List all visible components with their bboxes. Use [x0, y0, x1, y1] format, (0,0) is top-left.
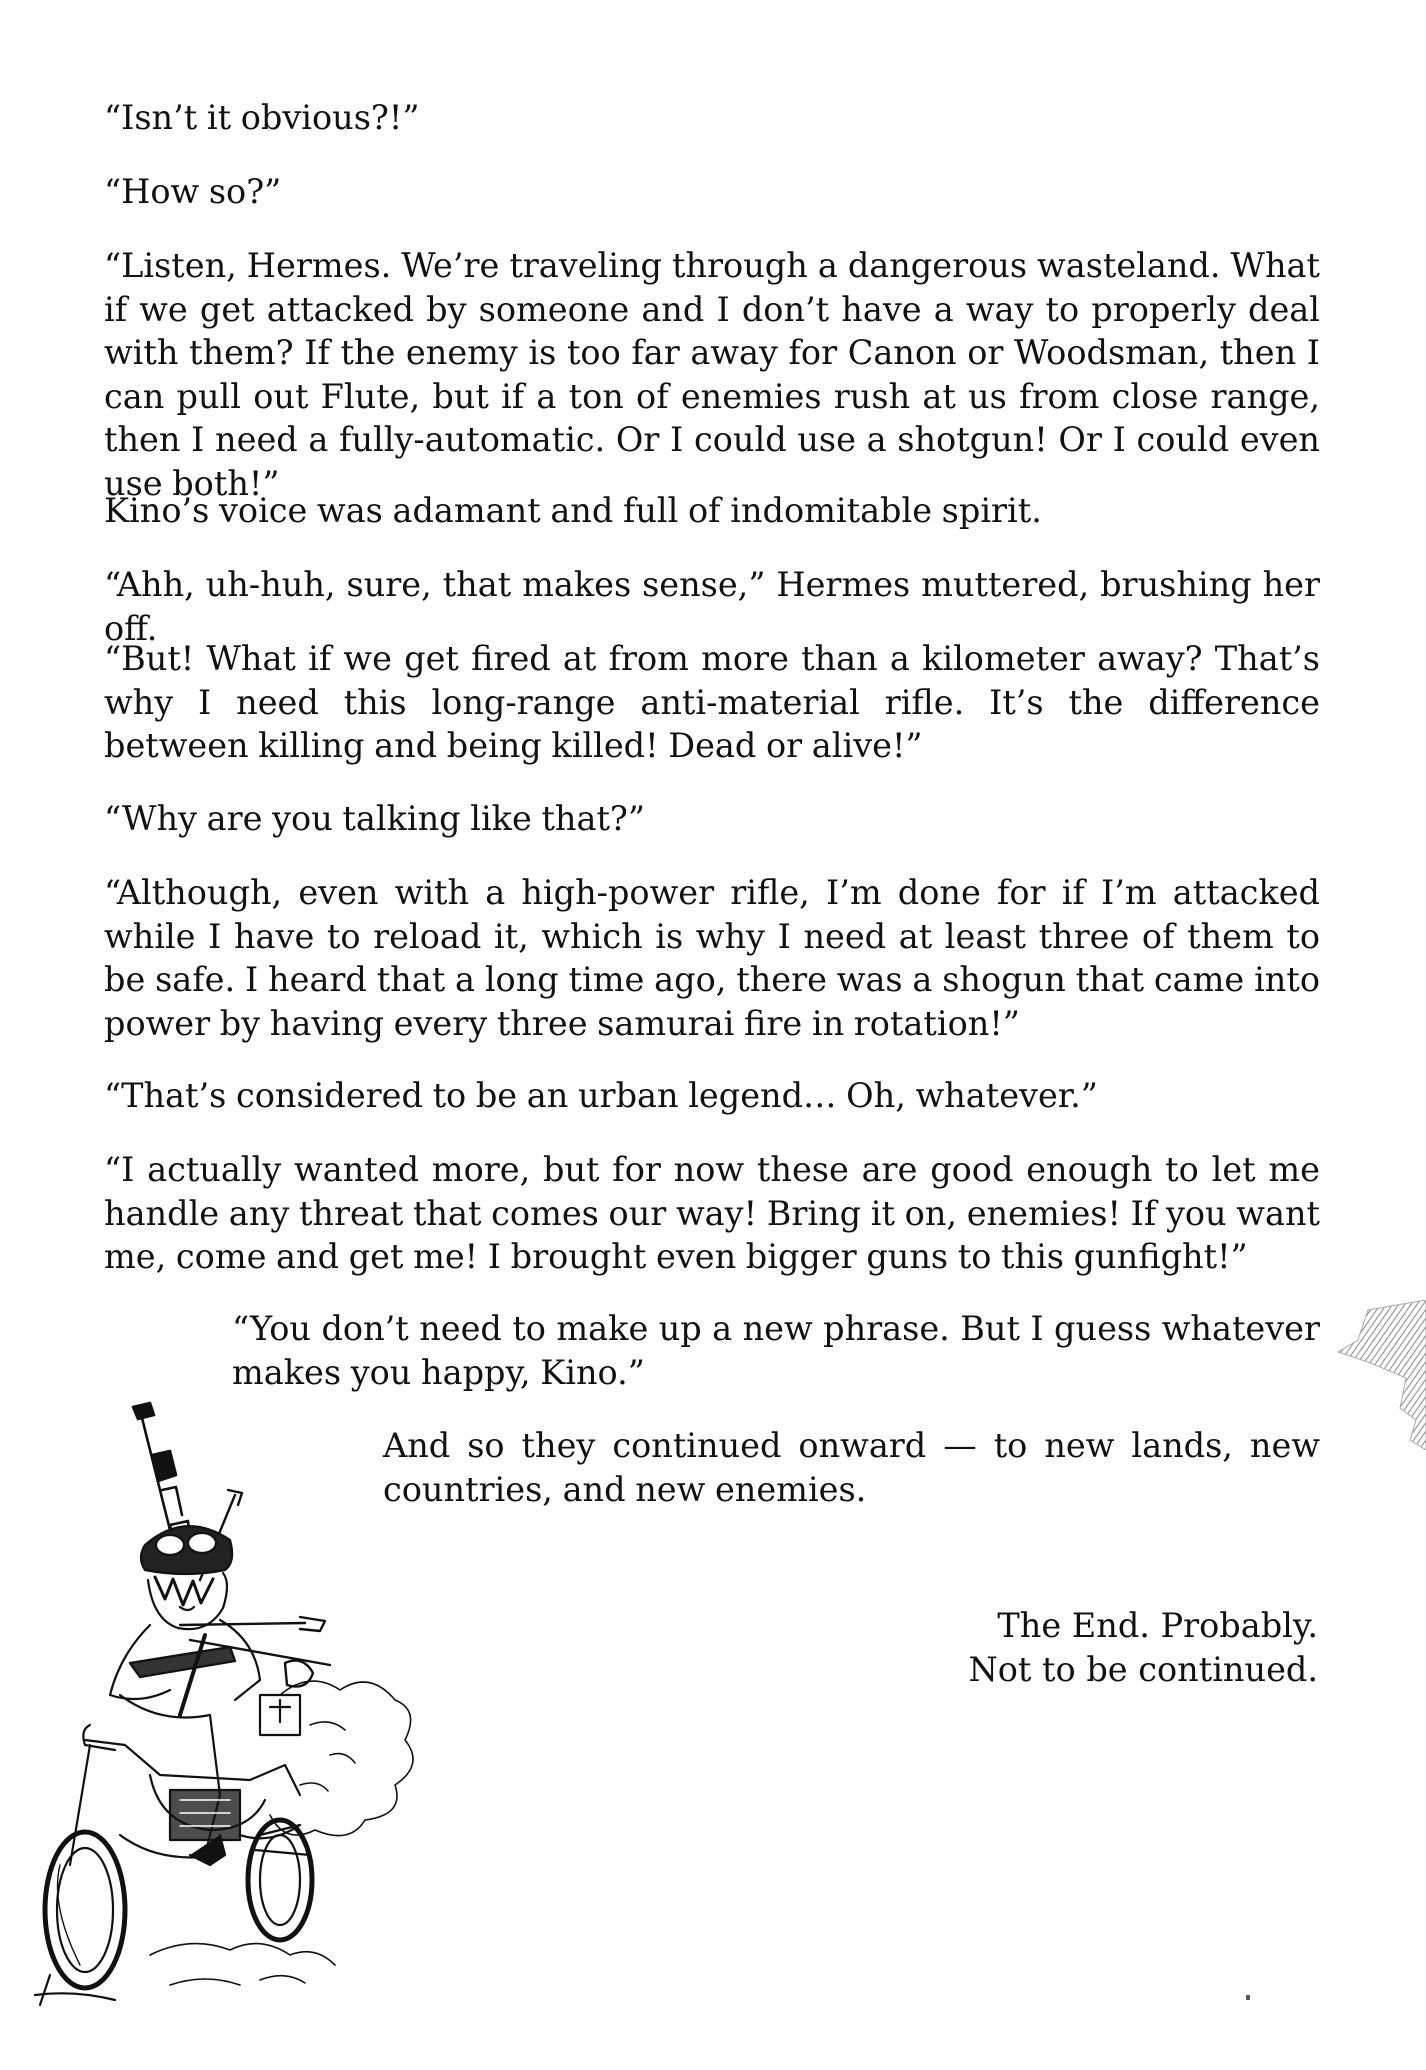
paragraph: “How so?”: [104, 172, 282, 211]
motorcycle: [35, 1725, 312, 2005]
paragraph: “Why are you talking like that?”: [104, 799, 646, 838]
page-speck: [1246, 1995, 1250, 2000]
edge-artwork-fragment: [1328, 1300, 1426, 1450]
paragraph: “Isn’t it obvious?!”: [104, 98, 420, 137]
paragraph: “Ahh, uh-huh, sure, that makes sense,” Hermes muttered, brushing her off.: [104, 565, 1320, 648]
end-note: [968, 1604, 1318, 1691]
paragraph: Kino’s voice was adamant and full of indomitable spirit.: [104, 491, 1042, 530]
paragraph: “Although, even with a high-power rifle, I’m done for if I’m attacked while I have to reload it, which is why I need at least three of them to be safe. I heard that a long time ago, there was a shogun that came into power by having every three samurai fire in rotation!”: [104, 873, 1320, 1043]
end-line: Not to be continued.: [968, 1649, 1318, 1689]
closing-paragraph: And so they continued onward — to new lands, new countries, and new enemies.: [383, 1426, 1320, 1509]
end-line: The End. Probably.: [997, 1606, 1318, 1645]
paragraph: “I actually wanted more, but for now these are good enough to let me handle any threat that comes our way! Bring it on, enemies! If you want me, come and get me! I brought even bigger guns to this gunfight!”: [104, 1150, 1320, 1276]
kino-motorcycle-illustration: [30, 1395, 450, 2015]
paragraph: “That’s considered to be an urban legend… Oh, whatever.”: [104, 1076, 1098, 1115]
indented-paragraph: “You don’t need to make up a new phrase. But I guess whatever makes you happy, Kino.”: [232, 1309, 1320, 1392]
paragraph: “But! What if we get fired at from more than a kilometer away? That’s why I need this long-range anti-material rifle. It’s the difference between killing and being killed! Dead or alive!”: [104, 639, 1320, 765]
paragraph: “Listen, Hermes. We’re traveling through a dangerous wasteland. What if we get attacked by someone and I don’t have a way to properly deal with them? If the enemy is too far away for Canon or Woodsman, then I can pull out Flute, but if a ton of enemies rush at us from close range, then I need a fully-automatic. Or I could use a shotgun! Or I could even use both!”: [104, 246, 1320, 503]
